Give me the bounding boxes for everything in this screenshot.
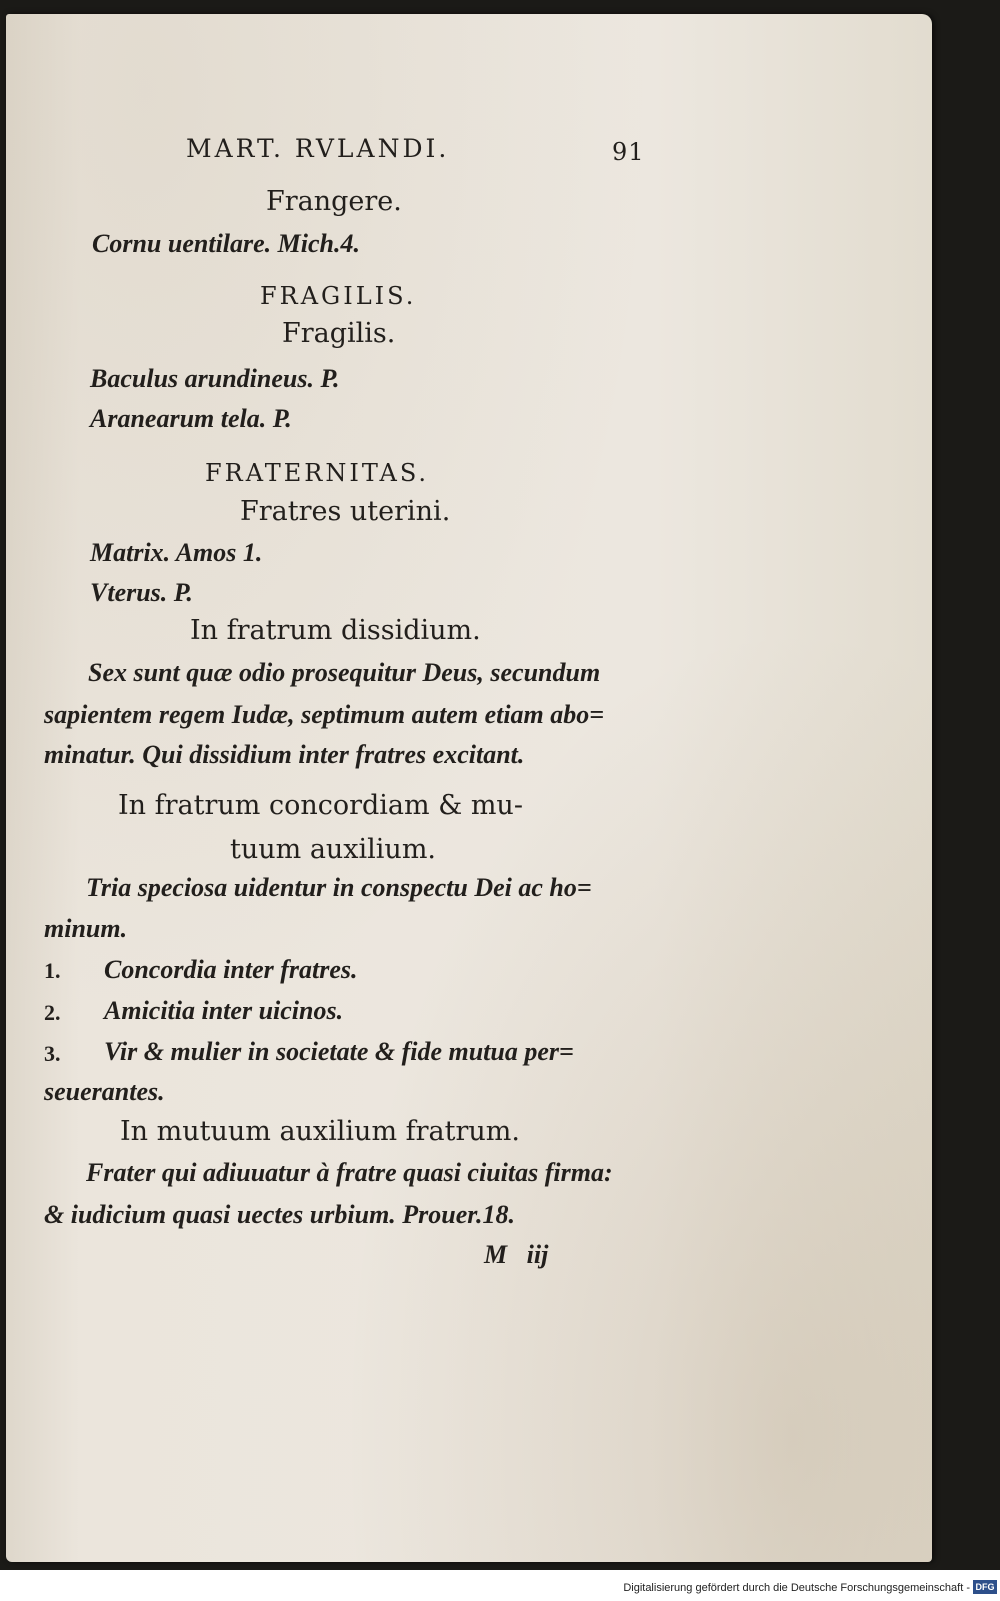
signature-mark: M iij: [484, 1240, 549, 1269]
page-number: 91: [612, 138, 645, 166]
line-sex-2: sapientem regem Iudæ, septimum autem etiam abo=: [44, 700, 605, 729]
heading-concordia-1: In fratrum concordiam & mu-: [118, 790, 523, 821]
item-3-text-1: Vir & mulier in societate & fide mutua per=: [104, 1037, 574, 1066]
footer-credit: Digitalisierung gefördert durch die Deutsche Forschungsgemeinschaft -: [623, 1582, 970, 1594]
line-aranearum: Aranearum tela. P.: [90, 404, 292, 433]
line-baculus: Baculus arundineus. P.: [90, 364, 340, 393]
heading-fratres: Fratres uterini.: [240, 496, 451, 527]
line-sex-3: minatur. Qui dissidium inter fratres excitant.: [44, 740, 525, 769]
item-3-number: 3.: [44, 1041, 61, 1066]
item-3-text-2: seuerantes.: [44, 1077, 165, 1106]
heading-mutuum: In mutuum auxilium fratrum.: [120, 1116, 520, 1147]
line-matrix: Matrix. Amos 1.: [90, 538, 263, 567]
line-cornu: Cornu uentilare. Mich.4.: [92, 229, 361, 258]
line-tria-1: Tria speciosa uidentur in conspectu Dei ac ho=: [86, 873, 592, 902]
item-1-number: 1.: [44, 958, 61, 983]
item-1-text: Concordia inter fratres.: [104, 955, 358, 984]
line-frater-2: & iudicium quasi uectes urbium. Prouer.18.: [44, 1200, 515, 1229]
heading-fragilis: Fragilis.: [282, 318, 396, 349]
line-vterus: Vterus. P.: [90, 578, 193, 607]
item-2-number: 2.: [44, 1000, 61, 1025]
running-title: MART. RVLANDI.: [186, 134, 450, 163]
heading-fragilis-caps: FRAGILIS.: [260, 282, 417, 310]
heading-fraternitas: FRATERNITAS.: [205, 459, 430, 487]
line-frater-1: Frater qui adiuuatur à fratre quasi ciuitas firma:: [86, 1158, 613, 1187]
dfg-logo: DFG: [973, 1580, 997, 1594]
item-2-text: Amicitia inter uicinos.: [104, 996, 344, 1025]
heading-concordia-2: tuum auxilium.: [230, 834, 437, 865]
line-sex-1: Sex sunt quæ odio prosequitur Deus, secundum: [88, 658, 601, 687]
line-tria-2: minum.: [44, 914, 128, 943]
heading-dissidium: In fratrum dissidium.: [190, 615, 481, 646]
heading-frangere: Frangere.: [266, 186, 402, 217]
